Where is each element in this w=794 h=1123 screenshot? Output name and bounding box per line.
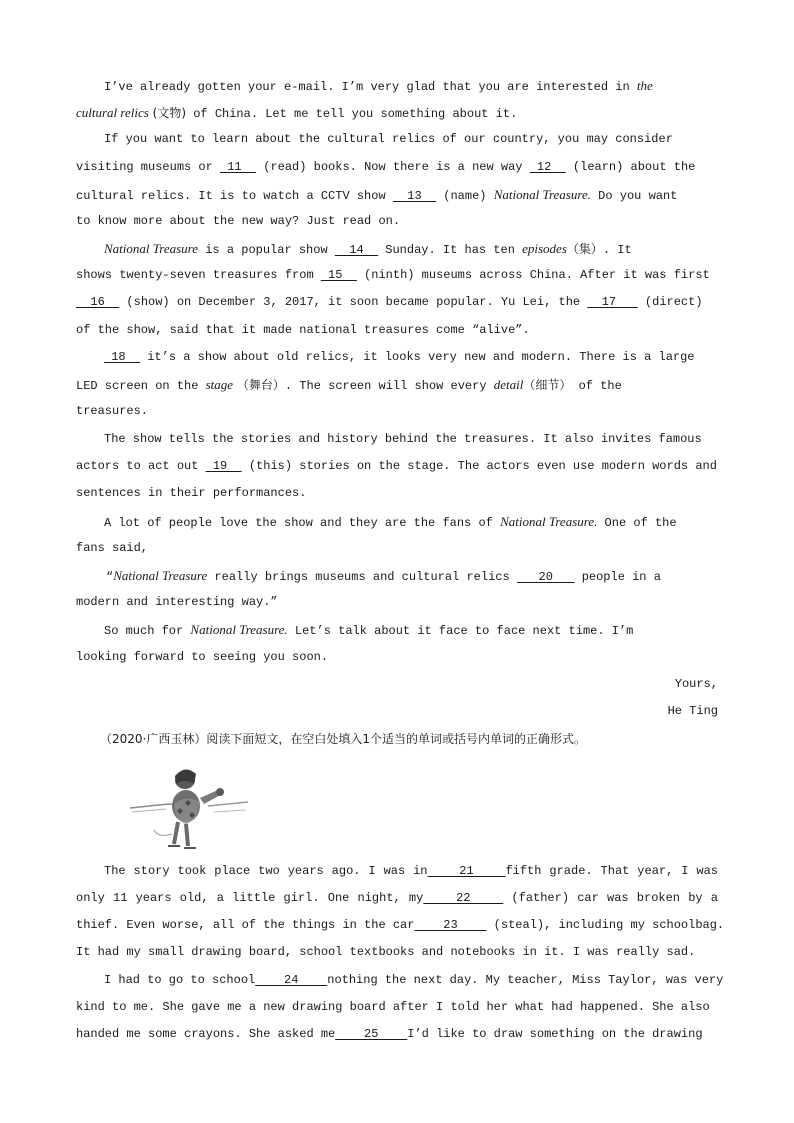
text-span: (ninth) museums across China. After it was first [356,268,710,282]
italic-span: the [636,78,653,93]
p2-line-3 [76,181,718,208]
text-span: nothing the next day. My teacher, Miss Taylor, was very [327,973,724,987]
blank-19[interactable]: 19 [205,459,242,473]
letter-signature: He Ting [667,704,718,718]
p2-2-line-3 [76,1021,718,1048]
text-span: modern and interesting way.” [76,595,278,609]
p8-line-1 [104,616,718,643]
p4-line-2 [76,371,718,398]
text-span: (read) books. Now there is a new way [256,160,530,174]
p1-line-1 [104,72,718,99]
p8-line-2 [76,644,718,671]
text-span: If you want to learn about the cultural relics of our country, you may consider [104,132,673,146]
text-span: The story took place two years ago. I was in [104,864,428,878]
text-span: shows twenty-seven treasures from [76,268,321,282]
blank-12[interactable]: 12 [529,160,566,174]
p3-line-1 [104,235,718,262]
text-span: So much for [104,624,191,638]
text-span: looking forward to seeing you soon. [76,650,329,664]
text-span: it’s a show about old relics, it looks very new and modern. There is a large [140,350,695,364]
text-span: One of the [597,516,677,530]
text-span: I’d like to draw something on the drawing [407,1027,703,1041]
text-span: sentences in their performances. [76,486,307,500]
girl-drawing-illustration [128,764,254,850]
text-span: of China. Let me tell you something about it. [186,107,518,121]
text-span: (learn) about the [565,160,696,174]
text-span: thief. Even worse, all of the things in the car [76,918,415,932]
blank-21[interactable]: 21 [427,864,506,878]
text-span: Do you want [590,189,678,203]
text-span: It had my small drawing board, school textbooks and notebooks in it. I was really sad. [76,945,696,959]
blank-17[interactable]: 17 [587,295,638,309]
text-span: I’ve already gotten your e-mail. I’m very glad that you are interested in [104,80,637,94]
italic-span: detail [493,377,524,392]
italic-span: National Treasure [104,241,199,256]
letter-closing: Yours, [674,677,718,691]
p4-line-3 [76,398,718,425]
blank-23[interactable]: 23 [414,918,487,932]
blank-11[interactable]: 11 [220,160,257,174]
italic-span: stage [205,377,234,392]
text-span: of the show, said that it made national treasures come “alive”. [76,323,530,337]
p2-1-line-2 [76,885,718,912]
exercise-heading: （2020·广西玉林）阅读下面短文，在空白处填入1个适当的单词或括号内单词的正确形式。 [100,732,586,746]
text-span: I had to go to school [104,973,256,987]
text-span: LED screen on the [76,379,206,393]
text-span: (father) car was broken by a [503,891,718,905]
blank-25[interactable]: 25 [335,1027,408,1041]
p6-line-2 [76,535,718,562]
text-span: A lot of people love the show and they are the fans of [104,516,501,530]
blank-18[interactable]: 18 [104,350,141,364]
p2-line-1 [104,126,718,153]
p2-1-line-4 [76,939,718,966]
text-span: treasures. [76,404,149,418]
text-span: visiting museums or [76,160,221,174]
text-span: actors to act out [76,459,206,473]
blank-22[interactable]: 22 [423,891,504,905]
blank-24[interactable]: 24 [255,973,328,987]
italic-span: episodes [522,241,567,256]
p5-line-3 [76,480,718,507]
text-span: cultural relics. It is to watch a CCTV show [76,189,393,203]
p1-line-2 [76,99,718,126]
p5-line-1 [104,426,718,453]
p5-line-2 [76,453,718,480]
text-span: fans said, [76,541,149,555]
text-span: people in a [574,570,661,584]
p7-line-1 [106,562,718,589]
text-span: (steal), including my schoolbag. [486,918,725,932]
text-span: of the [571,379,622,393]
chinese-span: (文物) [148,106,187,120]
p2-1-line-1 [104,858,718,885]
italic-span: cultural relics [76,105,149,120]
p2-2-line-1 [104,967,724,994]
p7-line-2 [76,589,718,616]
text-span: fifth grade. That year, I was [505,864,718,878]
text-span: The show tells the stories and history behind the treasures. It also invites famous [104,432,702,446]
text-span: (direct) [637,295,703,309]
text-span: to know more about the new way? Just read on. [76,214,401,228]
blank-16[interactable]: 16 [76,295,120,309]
chinese-span: （细节） [523,378,572,392]
text-span: Let’s talk about it face to face next time. I’m [287,624,634,638]
p4-line-1 [104,344,718,371]
text-span: (this) stories on the stage. The actors even use modern words and [241,459,717,473]
text-span: really brings museums and cultural relics [207,570,517,584]
blank-14[interactable]: 14 [334,243,379,257]
p3-line-3 [76,289,718,316]
italic-span: National Treasure. [500,514,598,529]
p2-line-4 [76,208,718,235]
text-span: . It [602,243,632,257]
text-span: Sunday. It has ten [378,243,523,257]
p2-1-line-3 [76,912,725,939]
text-span: (show) on December 3, 2017, it soon became popular. Yu Lei, the [119,295,588,309]
text-span: is a popular show [198,243,335,257]
p3-line-4 [76,317,718,344]
text-span: “ [106,570,114,584]
blank-15[interactable]: 15 [320,268,357,282]
text-span: handed me some crayons. She asked me [76,1027,336,1041]
p2-line-2 [76,154,718,181]
italic-span: National Treasure. [493,187,591,202]
text-span: . The screen will show every [284,379,494,393]
p2-2-line-2 [76,994,718,1021]
chinese-span: （集） [566,242,603,256]
blank-20[interactable]: 20 [516,570,575,584]
text-span: only 11 years old, a little girl. One night, my [76,891,424,905]
chinese-span: （舞台） [233,378,285,392]
italic-span: National Treasure. [190,622,288,637]
p3-line-2 [76,262,718,289]
text-span: kind to me. She gave me a new drawing board after I told her what had happened. She also [76,1000,710,1014]
italic-span: National Treasure [113,568,208,583]
p6-line-1 [104,508,718,535]
text-span: (name) [436,189,494,203]
blank-13[interactable]: 13 [392,189,437,203]
